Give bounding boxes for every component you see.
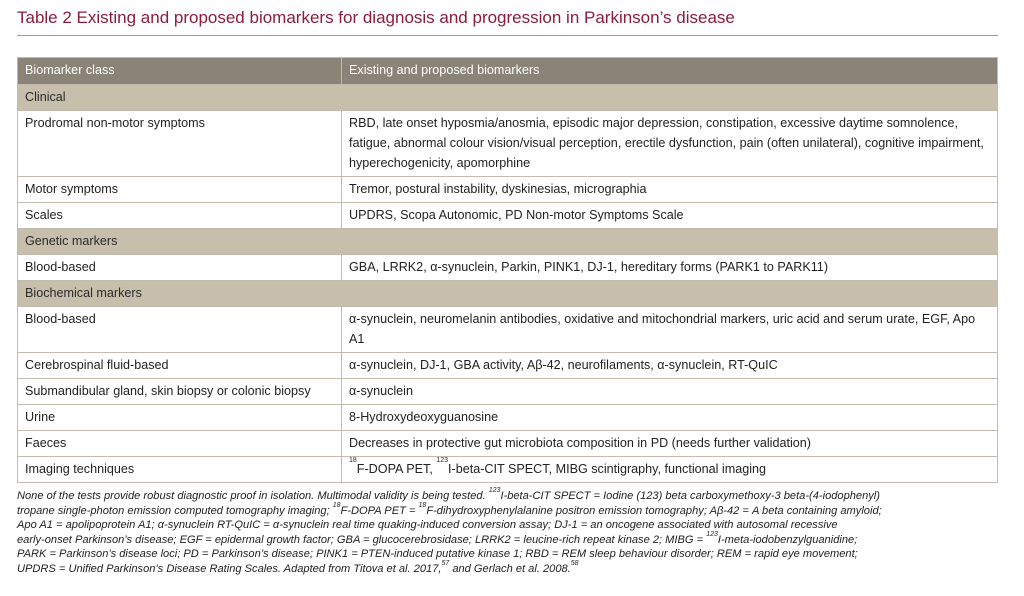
table-row bbox=[18, 353, 998, 379]
table-row bbox=[18, 405, 998, 431]
row-label: Prodromal non-motor symptoms bbox=[18, 111, 342, 177]
footnote-text: I-beta-CIT SPECT = Iodine (123) beta carboxymethoxy-3 beta-(4-iodophenyl) bbox=[500, 490, 880, 502]
row-value: GBA, LRRK2, α-synuclein, Parkin, PINK1, DJ-1, hereditary forms (PARK1 to PARK11) bbox=[342, 255, 998, 281]
table-row bbox=[18, 111, 998, 177]
footnote-line bbox=[17, 501, 1007, 519]
row-value: Decreases in protective gut microbiota composition in PD (needs further validation) bbox=[342, 431, 998, 457]
value-part: F-DOPA PET, bbox=[356, 462, 437, 476]
title-divider bbox=[17, 35, 998, 36]
footnote-superscript: 123 bbox=[706, 530, 718, 538]
row-value: α-synuclein, DJ-1, GBA activity, Aβ-42, neurofilaments, α-synuclein, RT-QuIC bbox=[342, 353, 998, 379]
table-row bbox=[18, 379, 998, 405]
footnote-superscript: 18 bbox=[332, 501, 341, 509]
isotope-superscript: 123 bbox=[436, 457, 449, 464]
row-value: RBD, late onset hyposmia/anosmia, episodic major depression, constipation, excessive daytime somnolence, fatigue, abnormal colour vision/visual perception, erectile dysfunction, pain (often unilateral), cognitive impairment, hyperechogenicity, apomorphine bbox=[342, 111, 998, 177]
row-label: Urine bbox=[18, 405, 342, 431]
header-biomarkers: Existing and proposed biomarkers bbox=[342, 58, 998, 85]
value-part: I-beta-CIT SPECT, MIBG scintigraphy, functional imaging bbox=[448, 462, 767, 476]
footnote-line: PARK = Parkinson’s disease loci; PD = Parkinson’s disease; PINK1 = PTEN-induced putative kinase 1; RBD = REM sleep behaviour disorder; REM = rapid eye movement; bbox=[17, 548, 858, 561]
footnote-superscript: 58 bbox=[570, 559, 579, 567]
row-value: α-synuclein bbox=[342, 379, 998, 405]
row-value bbox=[342, 457, 998, 483]
table-row bbox=[18, 177, 998, 203]
footnote-text: F-dihydroxyphenylalanine positron emission tomography; Aβ-42 = A beta containing amyloid; bbox=[426, 504, 882, 517]
footnote-text: and Gerlach et al. 2008. bbox=[449, 562, 571, 575]
footnote-superscript: 18 bbox=[418, 501, 427, 509]
section-label: Biochemical markers bbox=[18, 281, 998, 307]
section-row-genetic bbox=[18, 229, 998, 255]
header-biomarker-class: Biomarker class bbox=[18, 58, 342, 85]
row-label: Faeces bbox=[18, 431, 342, 457]
footnote-text: UPDRS = Unified Parkinson’s Disease Rating Scales. Adapted from Titova et al. 2017, bbox=[17, 562, 442, 575]
footnote-text: early-onset Parkinson’s disease; EGF = epidermal growth factor; GBA = glucocerebrosidase; LRRK2 = leucine-rich repeat kinase 2; MIBG = bbox=[17, 533, 707, 546]
row-label: Submandibular gland, skin biopsy or colonic biopsy bbox=[18, 379, 342, 405]
table-header-row bbox=[18, 58, 998, 85]
footnote-text: tropane single-photon emission computed tomography imaging; bbox=[17, 504, 333, 517]
row-value: Tremor, postural instability, dyskinesias, micrographia bbox=[342, 177, 998, 203]
footnote-superscript: 123 bbox=[488, 487, 501, 494]
footnote-text: F-DOPA PET = bbox=[340, 504, 419, 517]
row-label: Imaging techniques bbox=[18, 457, 342, 483]
table-row bbox=[18, 203, 998, 229]
row-value: α-synuclein, neuromelanin antibodies, oxidative and mitochondrial markers, uric acid and serum urate, EGF, Apo A1 bbox=[342, 307, 998, 353]
table-footnote bbox=[17, 489, 1007, 577]
footnote-line bbox=[17, 559, 1007, 577]
row-value: 8-Hydroxydeoxyguanosine bbox=[342, 405, 998, 431]
row-label: Blood-based bbox=[18, 255, 342, 281]
row-label: Cerebrospinal fluid-based bbox=[18, 353, 342, 379]
row-value: UPDRS, Scopa Autonomic, PD Non-motor Symptoms Scale bbox=[342, 203, 998, 229]
footnote-text: I-meta-iodobenzylguanidine; bbox=[717, 533, 858, 546]
section-label: Genetic markers bbox=[18, 229, 998, 255]
table-row-imaging bbox=[18, 457, 998, 483]
table-row bbox=[18, 255, 998, 281]
section-label: Clinical bbox=[18, 85, 998, 111]
row-label: Blood-based bbox=[18, 307, 342, 353]
section-row-clinical bbox=[18, 85, 998, 111]
row-label: Motor symptoms bbox=[18, 177, 342, 203]
biomarker-table bbox=[17, 57, 998, 483]
isotope-superscript: 18 bbox=[349, 457, 357, 464]
footnote-superscript: 57 bbox=[441, 559, 450, 567]
footnote-line bbox=[17, 530, 1007, 548]
footnote-line: Apo A1 = apolipoprotein A1; α-synuclein RT-QuIC = α-synuclein real time quaking-induced conversion assay; DJ-1 = an oncogene associated with autosomal recessive bbox=[17, 519, 838, 532]
row-label: Scales bbox=[18, 203, 342, 229]
table-row bbox=[18, 431, 998, 457]
footnote-text: None of the tests provide robust diagnostic proof in isolation. Multimodal validity is being tested. bbox=[17, 490, 489, 502]
table-title: Table 2 Existing and proposed biomarkers for diagnosis and progression in Parkinson’s disease bbox=[17, 8, 735, 27]
section-row-biochemical bbox=[18, 281, 998, 307]
table-row bbox=[18, 307, 998, 353]
footnote-line bbox=[17, 489, 1007, 504]
